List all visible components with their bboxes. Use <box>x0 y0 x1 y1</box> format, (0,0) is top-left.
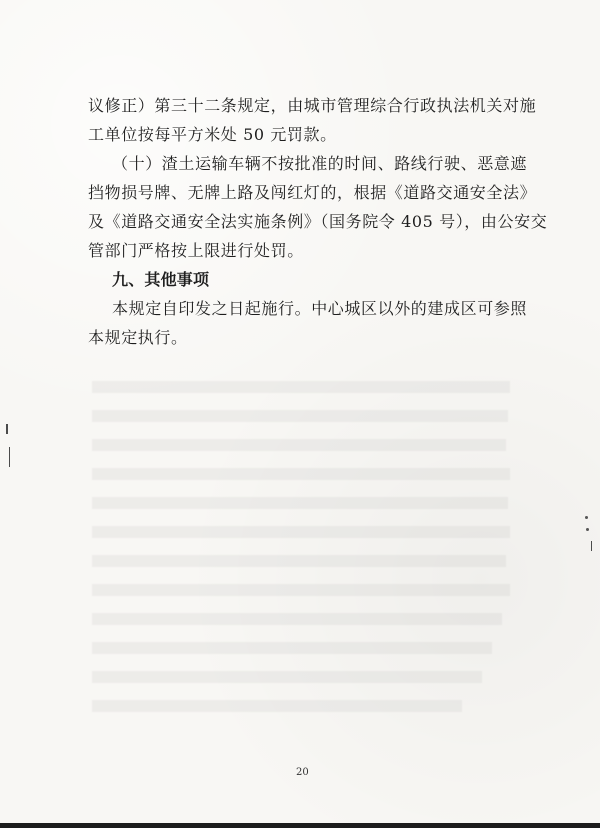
body-text-line: 议修正）第三十二条规定，由城市管理综合行政执法机关对施 <box>88 96 537 115</box>
bleed-through-line <box>92 555 506 567</box>
margin-dot <box>585 516 588 519</box>
section-heading: 九、其他事项 <box>112 270 210 289</box>
bleed-through-line <box>92 526 510 538</box>
margin-mark <box>9 447 10 467</box>
page-number: 20 <box>296 767 309 778</box>
body-text-line: 本规定执行。 <box>88 328 188 347</box>
bottom-edge-bar <box>0 823 600 828</box>
margin-mark <box>591 541 592 551</box>
bleed-through-line <box>92 410 508 422</box>
body-text-line: 及《道路交通安全法实施条例》（国务院令 405 号），由公安交 <box>88 212 548 231</box>
bleed-through-line <box>92 584 510 596</box>
margin-mark <box>6 424 8 434</box>
bleed-through-line <box>92 613 502 625</box>
body-text-line: 工单位按每平方米处 50 元罚款。 <box>88 125 337 144</box>
body-text-line: 挡物损号牌、无牌上路及闯红灯的，根据《道路交通安全法》 <box>88 183 537 202</box>
body-text-line: 管部门严格按上限进行处罚。 <box>88 241 304 260</box>
bleed-through-line <box>92 642 492 654</box>
bleed-through-line <box>92 700 462 712</box>
bleed-through-line <box>92 497 508 509</box>
bleed-through-line <box>92 468 510 480</box>
body-text-line: （十）渣土运输车辆不按批准的时间、路线行驶、恶意遮 <box>112 154 528 173</box>
bleed-through-line <box>92 671 482 683</box>
bleed-through-line <box>92 381 510 393</box>
body-text-line: 本规定自印发之日起施行。中心城区以外的建成区可参照 <box>112 299 528 318</box>
margin-dot <box>586 528 589 531</box>
bleed-through-line <box>92 439 506 451</box>
